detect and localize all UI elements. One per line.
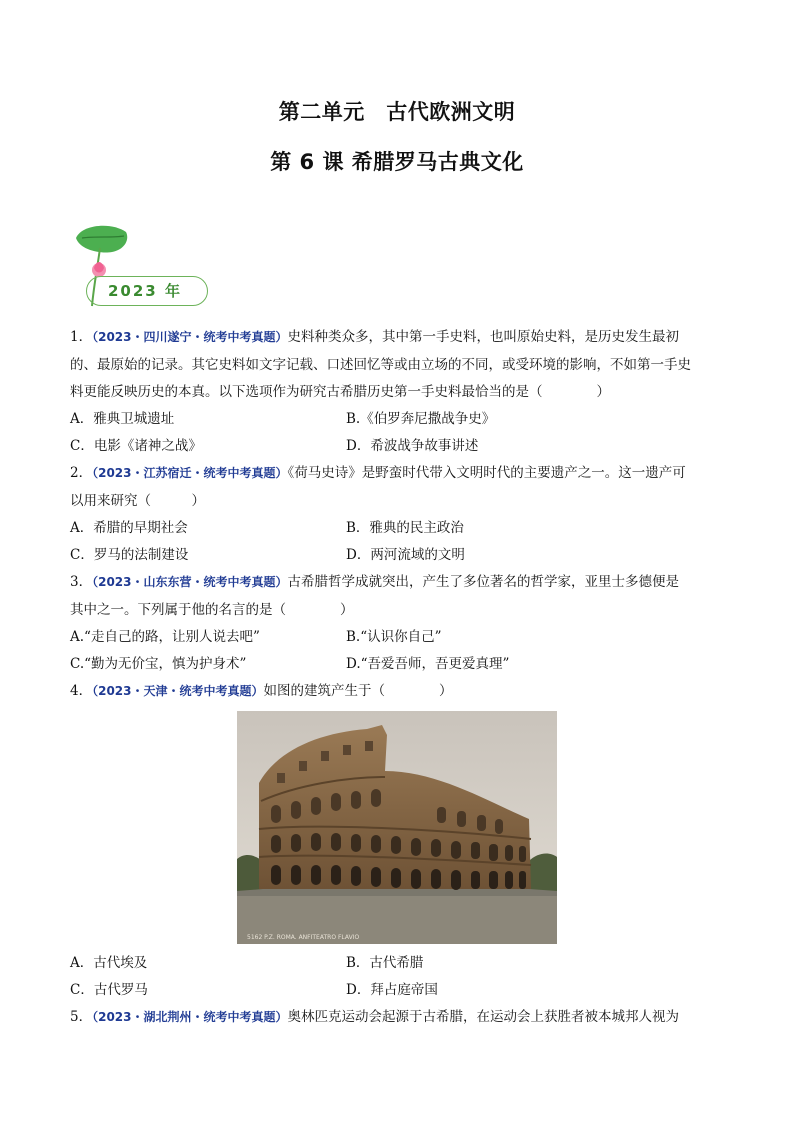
option-c: C．电影《诸神之战》 <box>70 438 202 454</box>
option-a: A．希腊的早期社会 <box>70 520 188 536</box>
question-number: 5． <box>70 1009 93 1025</box>
question-text: 其中之一。下列属于他的名言的是（ ） <box>70 601 354 618</box>
question-1 <box>70 324 726 407</box>
option-a: A．古代埃及 <box>70 955 148 971</box>
option-b: B.《伯罗奔尼撒战争史》 <box>346 411 496 427</box>
year-badge <box>72 224 212 310</box>
option-d: D．两河流域的文明 <box>346 547 465 563</box>
question-text: 《荷马史诗》是野蛮时代带入文明时代的主要遗产之一。这一遗产可 <box>287 465 686 481</box>
question-4 <box>70 678 726 706</box>
question-3 <box>70 569 726 624</box>
option-a: A．雅典卫城遗址 <box>70 411 175 427</box>
question-number: 3． <box>70 574 93 590</box>
question-text: 史料种类众多，其中第一手史料，也叫原始史料，是历史发生最初 <box>287 329 679 345</box>
question-source: （2023・山东东营・统考中考真题） <box>92 575 288 589</box>
option-d: D．希波战争故事讲述 <box>346 438 479 454</box>
question-5 <box>70 1004 726 1032</box>
question-text: 料更能反映历史的本真。以下选项作为研究古希腊历史第一手史料最恰当的是（ ） <box>70 384 610 400</box>
option-c: C．罗马的法制建设 <box>70 547 189 563</box>
question-number: 2． <box>70 465 93 481</box>
colosseum-photo <box>237 711 557 944</box>
option-b: B.“认识你自己” <box>346 629 442 645</box>
question-text: 以用来研究（ ） <box>70 492 205 509</box>
question-number: 4． <box>70 683 93 699</box>
question-source: （2023・江苏宿迁・统考中考真题） <box>92 466 288 480</box>
unit-title: 第二单元 古代欧洲文明 <box>278 100 516 124</box>
option-c: C.“勤为无价宝，慎为护身术” <box>70 656 247 672</box>
option-a: A.“走自己的路，让别人说去吧” <box>70 629 260 645</box>
question-text: 奥林匹克运动会起源于古希腊，在运动会上获胜者被本城邦人视为 <box>287 1009 679 1025</box>
question-source: （2023・四川遂宁・统考中考真题） <box>92 330 288 344</box>
question-source: （2023・湖北荆州・统考中考真题） <box>92 1010 288 1024</box>
year-badge-label: 2023 年 <box>108 282 182 300</box>
question-text: 如图的建筑产生于（ ） <box>263 683 453 699</box>
question-text: 古希腊哲学成就突出，产生了多位著名的哲学家，亚里士多德便是 <box>287 574 679 590</box>
option-b: B．雅典的民主政治 <box>346 520 464 536</box>
question-number: 1． <box>70 329 93 345</box>
option-d: D.“吾爱吾师，吾更爱真理” <box>346 656 510 672</box>
option-b: B．古代希腊 <box>346 955 424 971</box>
option-d: D．拜占庭帝国 <box>346 982 438 998</box>
question-2 <box>70 460 726 515</box>
svg-text:5162 P.Z. ROMA. ANFITEATRO FLA: 5162 P.Z. ROMA. ANFITEATRO FLAVIO <box>247 934 360 941</box>
question-source: （2023・天津・统考中考真题） <box>92 684 264 698</box>
question-text: 的、最原始的记录。其它史料如文字记载、口述回忆等或由立场的不同，或受环境的影响，不如第一手史 <box>70 356 691 373</box>
option-c: C．古代罗马 <box>70 982 148 998</box>
lesson-title: 第 6 课 希腊罗马古典文化 <box>270 150 524 174</box>
